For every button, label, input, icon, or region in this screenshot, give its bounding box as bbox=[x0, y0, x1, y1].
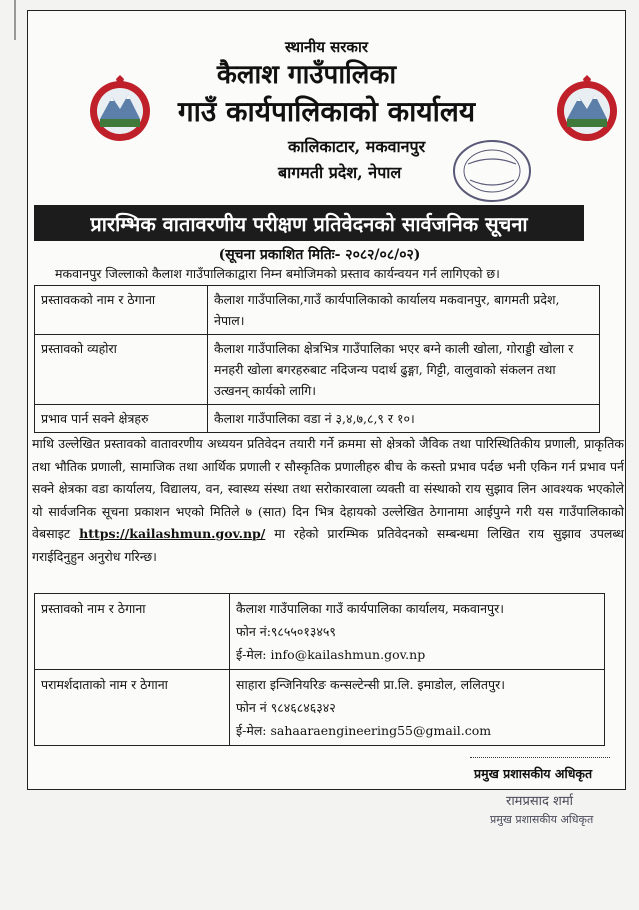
contact-address: साहारा इन्जिनियरिङ कन्सल्टेन्सी प्रा.लि. इमाडोल, ललितपुर। bbox=[236, 677, 505, 692]
paragraph-text: माथि उल्लेखित प्रस्तावको वातावरणीय अध्ययन प्रतिवेदन तयारी गर्ने क्रममा सो क्षेत्रको जैविक तथा पारिस्थितिकीय प्रणाली, प्राकृतिक तथा भौतिक प्रणाली, सामाजिक तथा आर्थिक प्रणाली र सौस्कृतिक प्रणालीहरु बीच के कस्तो प्रभाव पर्दछ भनी एकिन गर्न प्रभाव पर्न सक्ने क्षेत्रका वडा कार्यालय, विद्यालय, वन, स्वास्थ्य संस्था तथा सरोकारवाला व्यक्ती वा संस्थाको राय सुझाव लिन आवश्यक भएकोले यो सार्वजनिक सूचना प्रकाशन भएको मितिले ७ (सात) दिन भित्र देहायको उल्लेखित ठेगानामा आईपुग्ने गरी यस गाउँपालिकाको वेबसाइट bbox=[32, 436, 624, 541]
contact-phone: फोन नं ९८४६८४६३४२ bbox=[236, 700, 336, 715]
contact-address: कैलाश गाउँपालिका गाउँ कार्यपालिका कार्यालय, मकवानपुर। bbox=[236, 601, 504, 616]
signatory-name: रामप्रसाद शर्मा bbox=[506, 794, 574, 809]
header-local-government: स्थानीय सरकार bbox=[285, 38, 368, 56]
signature-line bbox=[470, 757, 610, 758]
contact-email: ई-मेल: info@kailashmun.gov.np bbox=[236, 647, 426, 662]
table-cell-key: प्रस्तावकको नाम र ठेगाना bbox=[35, 286, 208, 335]
contact-email: ई-मेल: sahaaraengineering55@gmail.com bbox=[236, 723, 492, 738]
header-municipality: कैलाश गाउँपालिका bbox=[216, 60, 397, 90]
table-row bbox=[35, 335, 600, 405]
table-row bbox=[35, 286, 600, 335]
signatory-role: प्रमुख प्रशासकीय अधिकृत bbox=[490, 813, 594, 826]
office-stamp-icon bbox=[448, 136, 536, 206]
header-office: गाउँ कार्यपालिकाको कार्यालय bbox=[177, 95, 476, 128]
table-row bbox=[35, 405, 600, 433]
table-cell-value: कैलाश गाउँपालिका क्षेत्रभित्र गाउँपालिका भएर बग्ने काली खोला, गोराड्डी खोला र मनहरी खोला बगरहरुबाट नदिजन्य पदार्थ ढुङ्गा, गिट्टी, वालुवाको संकलन तथा उत्खनन् कार्यको लागि। bbox=[208, 335, 600, 405]
publication-date: (सूचना प्रकाशित मितिः- २०८२/०८/०२) bbox=[218, 247, 421, 263]
table-cell-key: प्रस्तावको नाम र ठेगाना bbox=[35, 594, 230, 670]
table-cell-value: कैलाश गाउँपालिका वडा नं ३,४,७,८,९ र १०। bbox=[208, 405, 600, 433]
notice-body-paragraph bbox=[32, 433, 624, 568]
contact-table bbox=[34, 593, 605, 746]
proposal-details-table bbox=[34, 285, 600, 433]
header-province: बागमती प्रदेश, नेपाल bbox=[278, 163, 402, 182]
signatory-title: प्रमुख प्रशासकीय अधिकृत bbox=[474, 766, 593, 781]
table-cell-value bbox=[230, 594, 605, 670]
intro-text: मकवानपुर जिल्लाको कैलाश गाउँपालिकाद्वारा निम्न बमोजिमको प्रस्ताव कार्यन्वयन गर्न लागिएको छ। bbox=[55, 266, 500, 281]
contact-phone: फोन नं:९८५५०१३४५९ bbox=[236, 624, 336, 639]
table-cell-key: परामर्शदाताको नाम र ठेगाना bbox=[35, 670, 230, 746]
table-cell-key: प्रस्तावको व्यहोरा bbox=[35, 335, 208, 405]
table-cell-value: कैलाश गाउँपालिका,गाउँ कार्यपालिकाको कार्यालय मकवानपुर, बागमती प्रदेश, नेपाल। bbox=[208, 286, 600, 335]
table-row bbox=[35, 670, 605, 746]
paragraph-text-after: मा रहेको प्रारम्भिक प्रतिवेदनको सम्बन्धमा लिखित राय सुझाव उपलब्ध गराईदिनुहुन अनुरोध गरिन्छ। bbox=[32, 526, 625, 564]
table-cell-key: प्रभाव पार्न सक्ने क्षेत्रहरु bbox=[35, 405, 208, 433]
table-cell-value bbox=[230, 670, 605, 746]
page-edge-line bbox=[14, 0, 16, 40]
notice-title-banner: प्रारम्भिक वातावरणीय परीक्षण प्रतिवेदनको सार्वजनिक सूचना bbox=[34, 205, 584, 241]
header-address: कालिकाटार, मकवानपुर bbox=[288, 137, 426, 156]
website-link[interactable]: https://kailashmun.gov.np/ bbox=[79, 526, 266, 541]
table-row bbox=[35, 594, 605, 670]
